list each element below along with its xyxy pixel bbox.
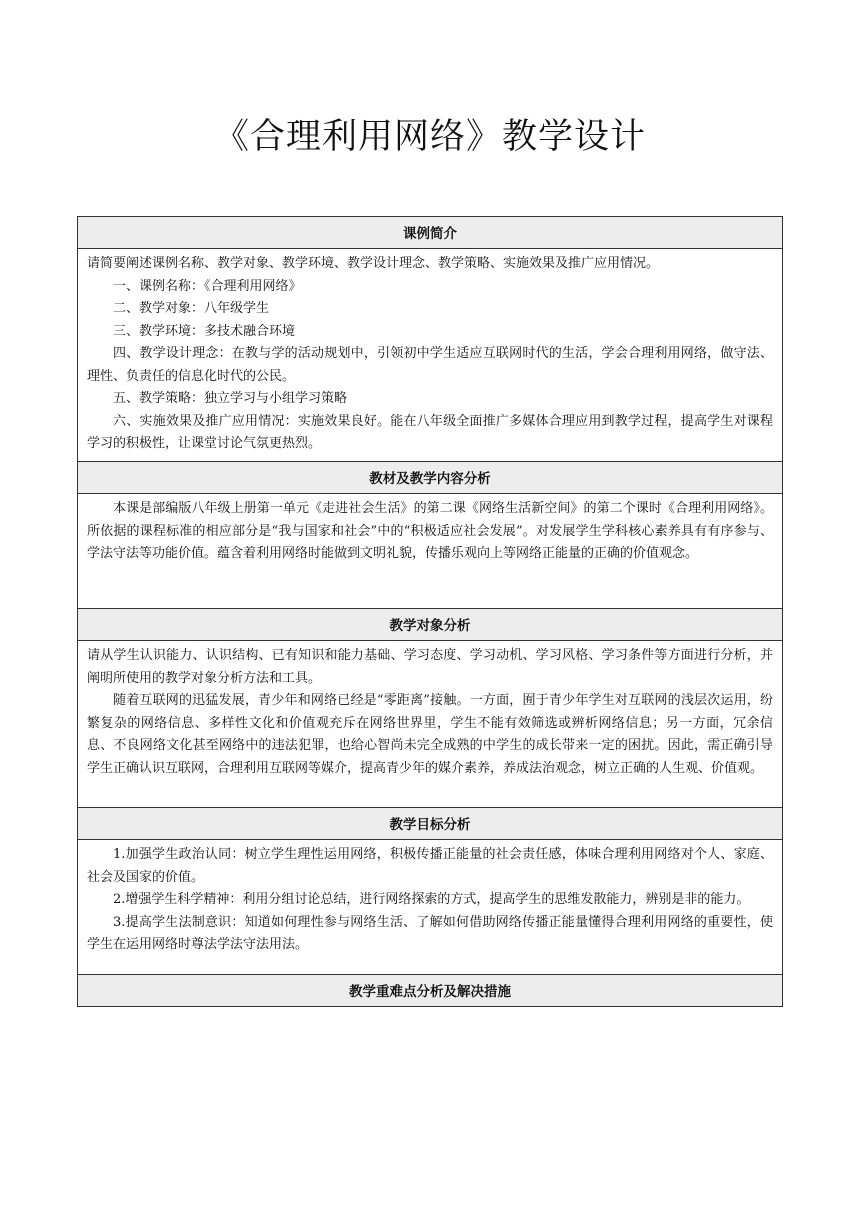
section-header-material: 教材及教学内容分析 [78, 462, 782, 494]
material-paragraph: 本课是部编版八年级上册第一单元《走进社会生活》的第二课《网络生活新空间》的第二个课时《合理利用网络》。所依据的课程标准的相应部分是“我与国家和社会”中的“积极适应社会发展”。对发展学生学科核心素养具有有序参与、学法守法等功能价值。蕴含着利用网络时能做到文明礼貌，传播乐观向上等网络正能量的正确的价值观念。 [87, 501, 773, 561]
section-intro [78, 249, 782, 462]
lesson-plan-table [77, 216, 783, 1007]
intro-item-concept: 四、教学设计理念：在教与学的活动规划中，引领初中学生适应互联网时代的生活，学会合理利用网络，做守法、理性、负责任的信息化时代的公民。 [87, 346, 773, 384]
section-header-intro: 课例简介 [78, 217, 782, 249]
goal-item-scientific: 2.增强学生科学精神：利用分组讨论总结，进行网络探索的方式，提高学生的思维发散能力，辨别是非的能力。 [113, 892, 750, 907]
section-header-keypoints: 教学重难点分析及解决措施 [78, 975, 782, 1006]
section-header-goals: 教学目标分析 [78, 808, 782, 840]
goal-item-legal: 3.提高学生法制意识：知道如何理性参与网络生活、了解如何借助网络传播正能量懂得合理利用网络的重要性，使学生在运用网络时尊法学法守法用法。 [87, 914, 773, 952]
section-header-audience: 教学对象分析 [78, 609, 782, 641]
section-material [78, 494, 782, 609]
audience-prompt: 请从学生认识能力、认识结构、已有知识和能力基础、学习态度、学习动机、学习风格、学习条件等方面进行分析，并阐明所使用的教学对象分析方法和工具。 [87, 648, 773, 686]
intro-prompt: 请简要阐述课例名称、教学对象、教学环境、教学设计理念、教学策略、实施效果及推广应用情况。 [87, 256, 660, 271]
intro-item-environment: 三、教学环境：多技术融合环境 [113, 323, 296, 339]
document-title: 《合理利用网络》教学设计 [213, 117, 646, 157]
audience-paragraph: 随着互联网的迅猛发展，青少年和网络已经是“零距离”接触。一方面，囿于青少年学生对互联网的浅层次运用，纷繁复杂的网络信息、多样性文化和价值观充斥在网络世界里，学生不能有效筛选或辨析网络信息；另一方面，冗余信息、不良网络文化甚至网络中的违法犯罪，也给心智尚未完全成熟的中学生的成长带来一定的困扰。因此，需正确引导学生正确认识互联网，合理利用互联网等媒介，提高青少年的媒介素养，养成法治观念，树立正确的人生观、价值观。 [87, 693, 773, 776]
intro-item-name: 一、课例名称：《合理利用网络》 [113, 278, 302, 294]
goal-item-political: 1.加强学生政治认同：树立学生理性运用网络，积极传播正能量的社会责任感，体味合理利用网络对个人、家庭、社会及国家的价值。 [87, 847, 773, 885]
section-goals [78, 840, 782, 975]
intro-item-audience: 二、教学对象：八年级学生 [113, 301, 270, 316]
section-audience [78, 641, 782, 808]
intro-item-effect: 六、实施效果及推广应用情况：实施效果良好。能在八年级全面推广多媒体合理应用到教学过程，提高学生对课程学习的积极性，让课堂讨论气氛更热烈。 [87, 413, 773, 451]
intro-item-strategy: 五、教学策略：独立学习与小组学习策略 [113, 391, 348, 406]
